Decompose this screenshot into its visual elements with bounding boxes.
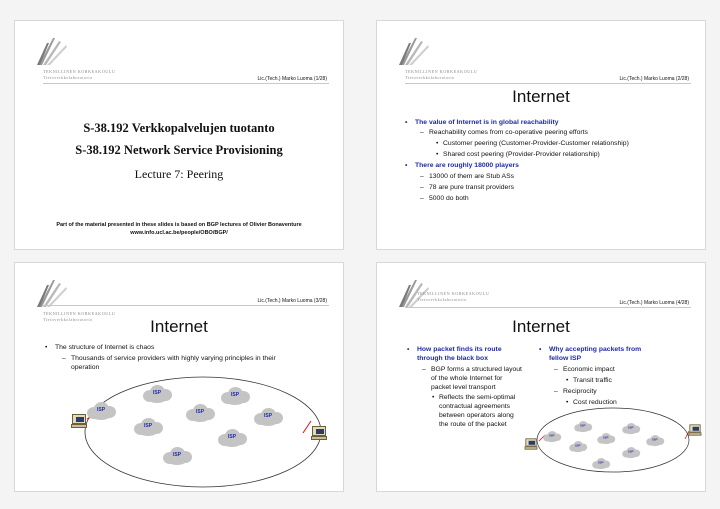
- divider: [43, 83, 329, 84]
- sub-sub-item: • Cost reduction: [566, 399, 617, 406]
- computer-icon: [525, 438, 538, 449]
- slide-4: [376, 262, 706, 492]
- slide-credit: Lic.(Tech.) Marko Luoma (2/28): [619, 76, 689, 82]
- lecture-title: Lecture 7: Peering: [134, 167, 224, 181]
- course-title-en: S-38.192 Network Service Provisioning: [75, 143, 283, 157]
- computer-icon: [311, 426, 327, 440]
- computer-icon: [71, 414, 87, 428]
- sub-sub-item-cont: contractual agreements: [439, 403, 511, 410]
- tkk-logo-icon: [395, 35, 435, 67]
- sub-sub-item: • Customer peering (Customer-Provider-Customer relationship): [436, 140, 629, 147]
- sub-item: – BGP forms a structured layout: [422, 366, 522, 373]
- divider: [405, 83, 691, 84]
- university-label: TEKNILLINEN KORKEAKOULU Tietoverkkolaboratorio: [43, 311, 116, 322]
- tkk-logo-icon: [33, 35, 73, 67]
- source-note: Part of the material presented in these slides is based on BGP lectures of Olivier Bonaventure www.info.ucl.ac.be/people/OBO/BGP/: [56, 222, 302, 236]
- isp-cloud: ISP: [568, 441, 588, 452]
- isp-cloud: ISP: [219, 387, 251, 405]
- sub-item: – Reachability comes from co-operative peering efforts: [420, 129, 588, 136]
- isp-cloud: ISP: [85, 402, 117, 420]
- computer-icon: [689, 424, 702, 435]
- sub-item: – Economic impact: [554, 366, 615, 373]
- isp-cloud: ISP: [132, 418, 164, 436]
- sub-sub-item: • Shared cost peering (Provider-Provider relationship): [436, 151, 600, 158]
- sub-sub-item-cont: the route of the packet: [439, 421, 507, 428]
- sub-sub-item-cont: between operators along: [439, 412, 514, 419]
- sub-sub-item: • Reflects the semi-optimal: [432, 394, 516, 401]
- slide-1: [14, 20, 344, 250]
- sub-item: – 78 are pure transit providers: [420, 184, 515, 191]
- bullet-item-cont: fellow ISP: [549, 355, 582, 362]
- slide-3: [14, 262, 344, 492]
- slide-credit: Lic.(Tech.) Marko Luoma (4/28): [619, 300, 689, 306]
- bullet-item: • Why accepting packets from: [539, 346, 642, 353]
- isp-cloud: ISP: [573, 421, 593, 432]
- slide-title: Internet: [512, 87, 570, 106]
- network-diagram: [377, 263, 706, 492]
- isp-cloud: ISP: [184, 404, 216, 422]
- university-label: TEKNILLINEN KORKEAKOULU Tietoverkkolaboratorio: [43, 69, 116, 80]
- course-title-fi: S-38.192 Verkkopalvelujen tuotanto: [83, 121, 275, 135]
- bullet-item: • The value of Internet is in global reachability: [405, 119, 559, 126]
- slide-credit: Lic.(Tech.) Marko Luoma (1/28): [257, 76, 327, 82]
- sub-item-cont: packet level transport: [431, 384, 496, 391]
- isp-cloud: ISP: [216, 429, 248, 447]
- isp-cloud: ISP: [645, 435, 665, 446]
- bullet-item-cont: through the black box: [417, 355, 488, 362]
- sub-item: – 13000 of them are Stub ASs: [420, 173, 515, 180]
- sub-item: – Thousands of service providers with highly varying principles in their: [62, 355, 276, 362]
- isp-cloud: ISP: [621, 447, 641, 458]
- isp-cloud: ISP: [591, 458, 611, 469]
- slide-title: Internet: [512, 317, 570, 336]
- title-block: [15, 117, 343, 185]
- isp-cloud: ISP: [161, 447, 193, 465]
- isp-cloud: ISP: [542, 431, 562, 442]
- bullet-item: • There are roughly 18000 players: [405, 162, 519, 169]
- bullet-item: • How packet finds its route: [407, 346, 502, 353]
- sub-item: – 5000 do both: [420, 195, 469, 202]
- university-label: TEKNILLINEN KORKEAKOULU Tietoverkkolaboratorio: [417, 291, 490, 302]
- isp-cloud: ISP: [252, 408, 284, 426]
- sub-item-cont: operation: [71, 364, 100, 371]
- isp-cloud: ISP: [596, 433, 616, 444]
- sub-item-cont: of the whole Internet for: [431, 375, 503, 382]
- isp-cloud: ISP: [141, 385, 173, 403]
- bullet-item: • The structure of Internet is chaos: [45, 344, 155, 351]
- slide-title: Internet: [150, 317, 208, 336]
- university-label: TEKNILLINEN KORKEAKOULU Tietoverkkolaboratorio: [405, 69, 478, 80]
- slide-credit: Lic.(Tech.) Marko Luoma (3/28): [257, 298, 327, 304]
- slide-2: [376, 20, 706, 250]
- sub-sub-item: • Transit traffic: [566, 377, 612, 384]
- sub-item: – Reciprocity: [554, 388, 597, 395]
- isp-cloud: ISP: [621, 423, 641, 434]
